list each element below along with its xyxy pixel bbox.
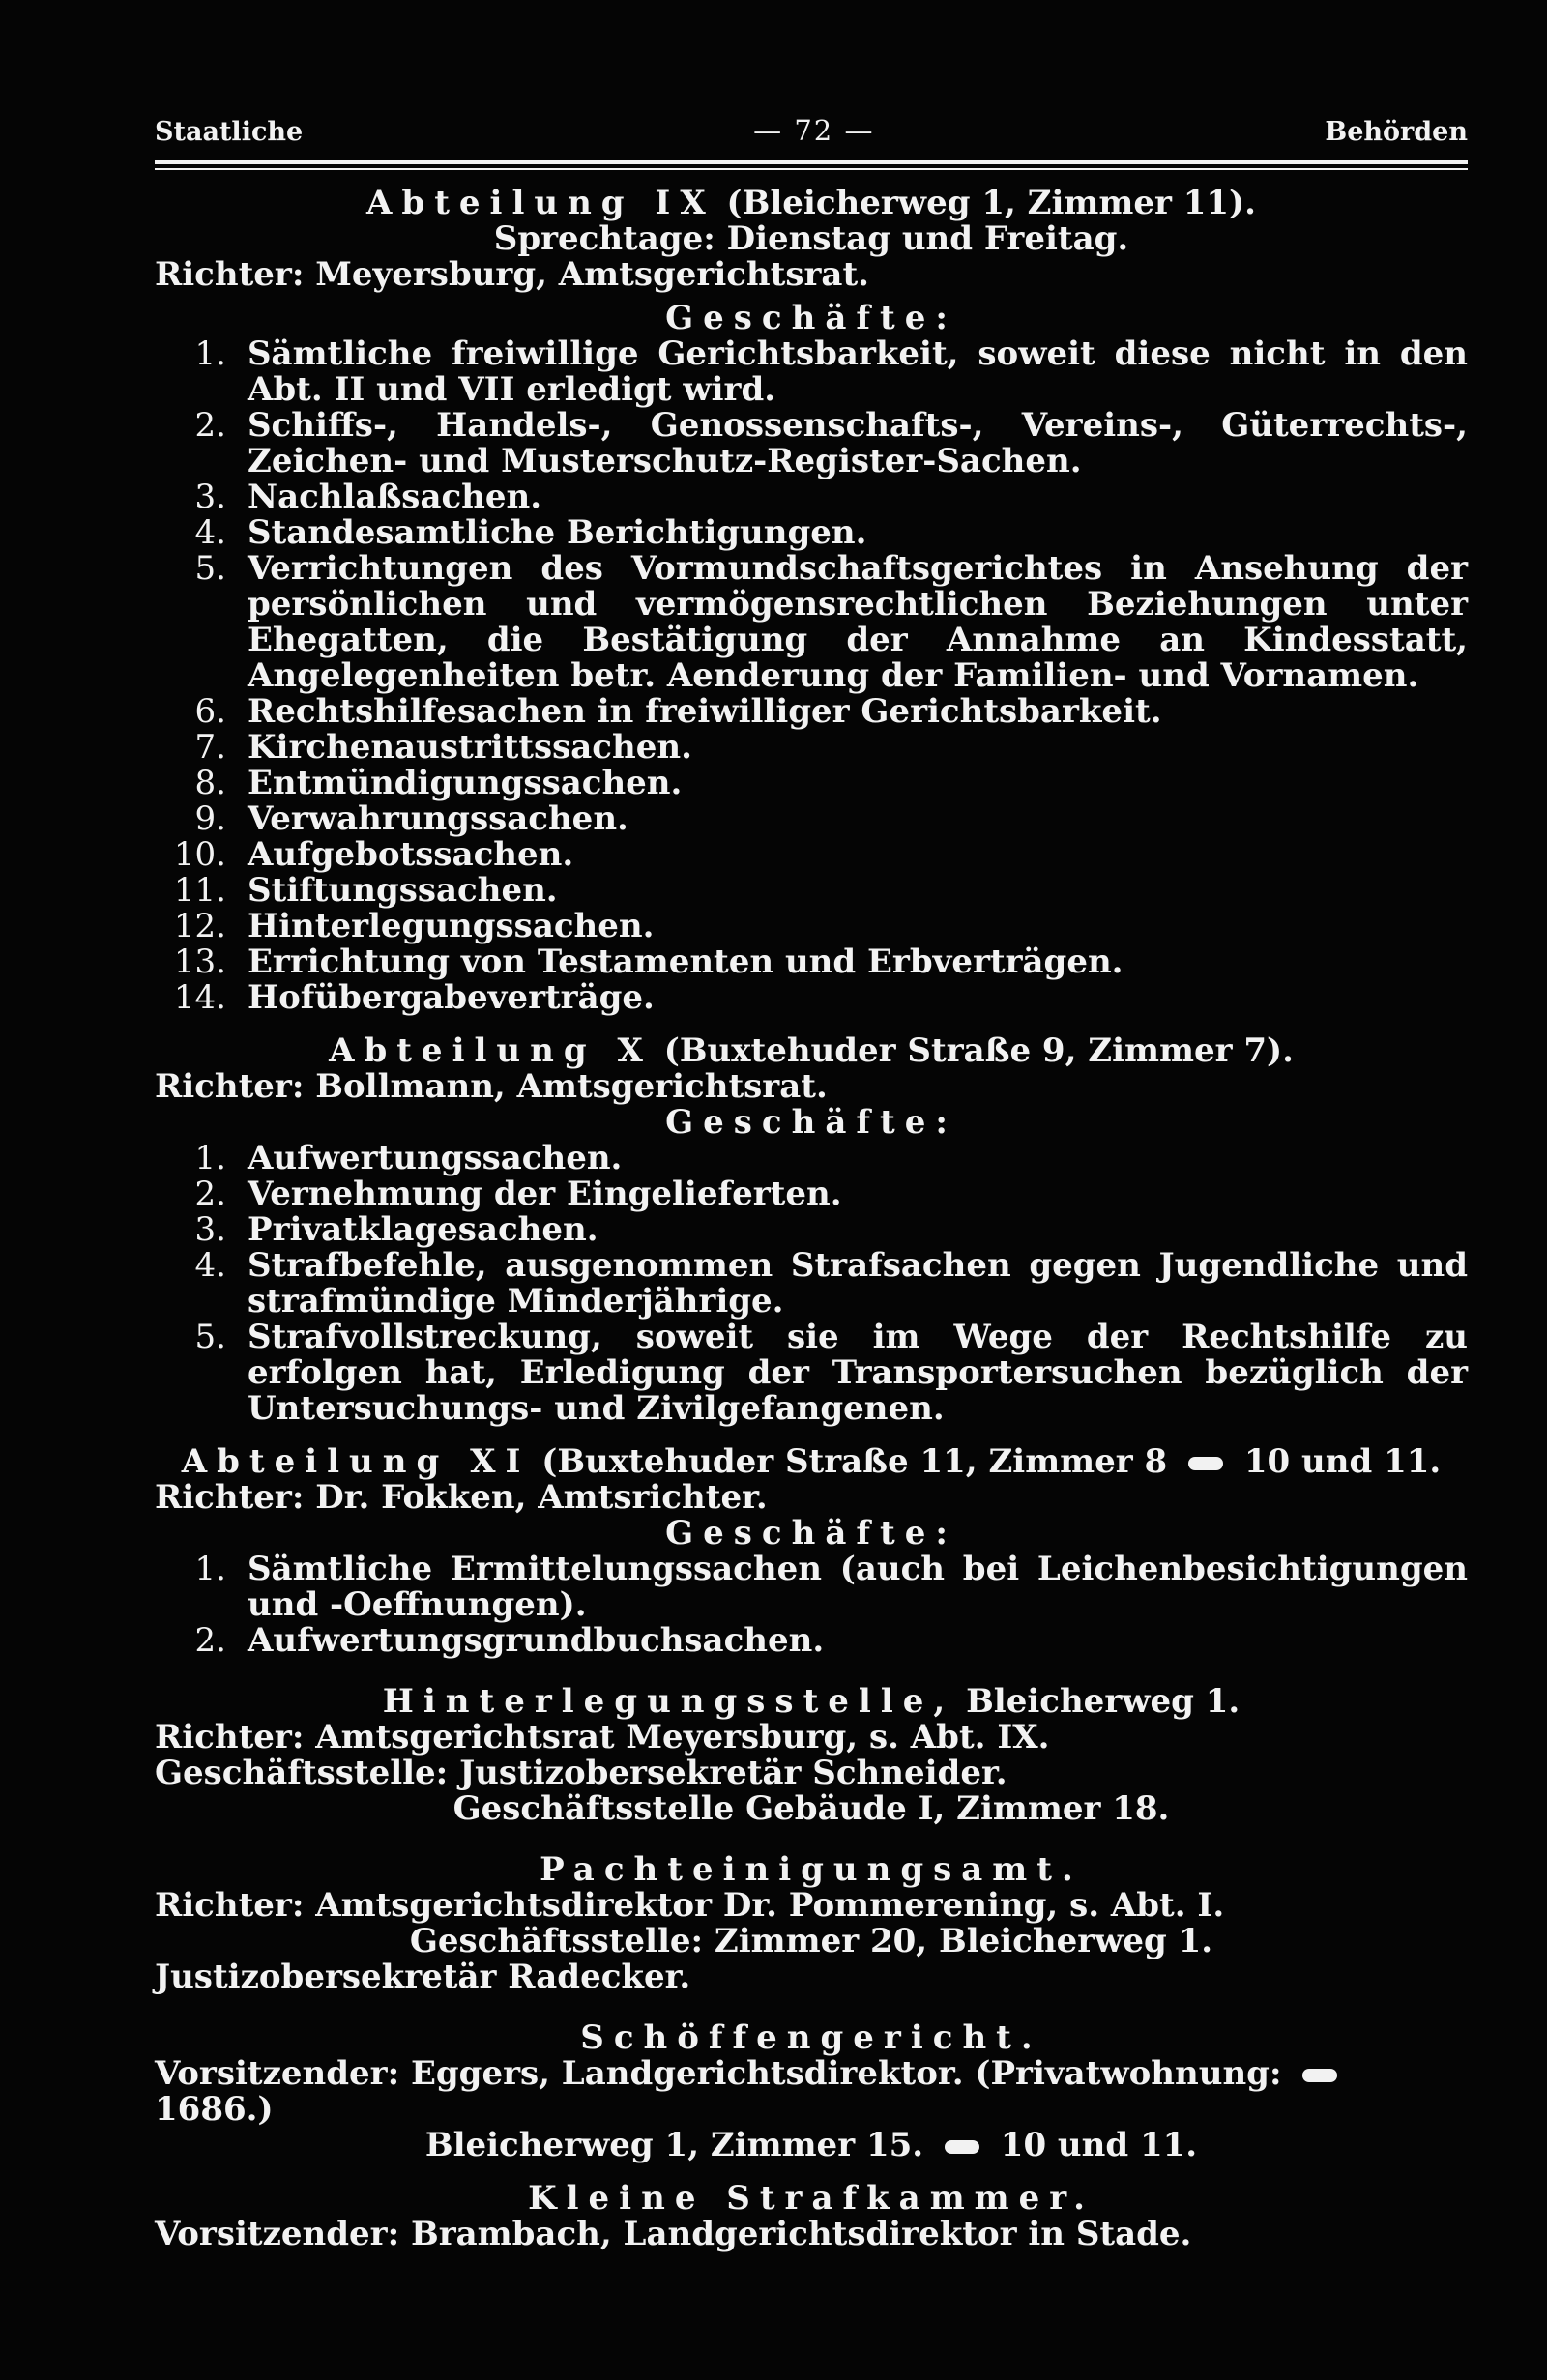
abt11-judge: Richter: Dr. Fokken, Amtsrichter. <box>155 1478 768 1517</box>
item-text: Vernehmung der Eingelieferten. <box>248 1175 842 1213</box>
abt10-judge: Richter: Bollmann, Amtsgerichtsrat. <box>155 1067 828 1106</box>
abt11-title <box>155 1444 1468 1480</box>
hinterlegung-title-address: Bleicherweg 1. <box>966 1682 1241 1721</box>
list-item <box>155 1320 1468 1427</box>
list-item <box>155 909 1468 944</box>
hinterlegung-office: Geschäftsstelle: Justizobersekretär Schneider. <box>155 1754 1007 1792</box>
item-text: Verrichtungen des Vormundschaftsgerichtes in Ansehung der persönlichen und vermögensrechtlichen Beziehungen unter Ehegatten, die Bestätigung der Annahme an Kindesstatt, Angelegenheiten betr. Aenderung der Familien- und Vornamen. <box>248 549 1468 695</box>
list-item <box>155 873 1468 909</box>
item-text: Verwahrungssachen. <box>248 799 628 838</box>
telephone-icon <box>1302 2069 1337 2082</box>
list-item <box>155 336 1468 408</box>
item-text: Aufgebotssachen. <box>248 835 574 874</box>
abt10-title <box>155 1033 1468 1069</box>
item-number: 8. <box>194 764 226 802</box>
list-item <box>155 980 1468 1016</box>
list-item <box>155 944 1468 980</box>
item-number: 5. <box>194 1318 226 1356</box>
abt10-items <box>155 1141 1468 1427</box>
item-number: 3. <box>194 1210 226 1249</box>
item-text: Hofübergabeverträge. <box>248 978 655 1017</box>
pachteinigung-judge: Richter: Amtsgerichtsdirektor Dr. Pommerening, s. Abt. I. <box>155 1886 1225 1925</box>
schoeffen-chair <box>155 2056 1468 2128</box>
item-number: 4. <box>194 1246 226 1285</box>
telephone-icon <box>945 2140 979 2154</box>
item-number: 14. <box>173 978 226 1017</box>
pachteinigung-office: Geschäftsstelle: Zimmer 20, Bleicherweg 1. <box>409 1922 1213 1960</box>
header-right: Behörden <box>1325 117 1468 147</box>
item-number: 5. <box>194 549 226 588</box>
item-text: Sämtliche freiwillige Gerichtsbarkeit, soweit diese nicht in den Abt. II und VII erledigt wird. <box>248 334 1468 409</box>
strafkammer-chair: Vorsitzender: Brambach, Landgerichtsdirektor in Stade. <box>155 2215 1192 2253</box>
abt11-title-phone: 10 und 11. <box>1243 1442 1442 1481</box>
list-item <box>155 694 1468 730</box>
item-text: Nachlaßsachen. <box>248 478 542 516</box>
item-text: Strafbefehle, ausgenommen Strafsachen gegen Jugendliche und strafmündige Minderjährige. <box>248 1246 1468 1321</box>
hinterlegung-judge: Richter: Amtsgerichtsrat Meyersburg, s. Abt. IX. <box>155 1718 1050 1756</box>
schoeffen-chair-phone: 1686.) <box>155 2090 274 2129</box>
list-item <box>155 1623 1468 1659</box>
list-item <box>155 1212 1468 1248</box>
abt9-title <box>155 186 1468 221</box>
list-item <box>155 766 1468 801</box>
schoeffen-room <box>155 2128 1468 2163</box>
strafkammer-title: Kleine Strafkammer. <box>528 2179 1095 2218</box>
item-number: 1. <box>194 1139 226 1177</box>
schoeffen-room-text: Bleicherweg 1, Zimmer 15. <box>424 2126 924 2164</box>
item-text: Errichtung von Testamenten und Erbverträgen. <box>248 943 1124 981</box>
list-item <box>155 515 1468 551</box>
item-number: 9. <box>194 799 226 838</box>
abt10-title-address: (Buxtehuder Straße 9, Zimmer 7). <box>663 1031 1294 1070</box>
item-number: 7. <box>194 728 226 767</box>
abt11-title-address: (Buxtehuder Straße 11, Zimmer 8 <box>541 1442 1168 1481</box>
header-rule <box>155 160 1468 168</box>
item-number: 1. <box>194 1550 226 1588</box>
item-number: 10. <box>173 835 226 874</box>
hinterlegung-location: Geschäftsstelle Gebäude I, Zimmer 18. <box>452 1789 1170 1828</box>
list-item <box>155 801 1468 837</box>
item-text: Schiffs-, Handels-, Genossenschafts-, Vereins-, Güterrechts-, Zeichen- und Musterschutz-Register-Sachen. <box>248 406 1468 480</box>
header-left: Staatliche <box>155 117 304 147</box>
item-text: Standesamtliche Berichtigungen. <box>248 513 867 552</box>
item-number: 6. <box>194 692 226 731</box>
item-number: 3. <box>194 478 226 516</box>
item-text: Hinterlegungssachen. <box>248 907 655 945</box>
telephone-icon <box>1188 1457 1223 1470</box>
hinterlegung-title-name: Hinterlegungsstelle, <box>382 1682 955 1721</box>
item-text: Privatklagesachen. <box>248 1210 598 1249</box>
item-text: Aufwertungssachen. <box>248 1139 623 1177</box>
item-text: Sämtliche Ermittelungssachen (auch bei Leichenbesichtigungen und -Oeffnungen). <box>248 1550 1468 1624</box>
schoeffen-title: Schöffengericht. <box>580 2018 1042 2057</box>
item-text: Strafvollstreckung, soweit sie im Wege der Rechtshilfe zu erfolgen hat, Erledigung der Transportersuchen bezüglich der Untersuchungs- und Zivilgefangenen. <box>248 1318 1468 1428</box>
abt11-heading: Geschäfte: <box>665 1514 957 1553</box>
abt11-title-name: Abteilung XI <box>181 1442 531 1481</box>
list-item <box>155 1176 1468 1212</box>
list-item <box>155 479 1468 515</box>
list-item <box>155 837 1468 873</box>
hinterlegung-title <box>155 1684 1468 1720</box>
item-number: 12. <box>173 907 226 945</box>
item-number: 2. <box>194 1175 226 1213</box>
pachteinigung-clerk: Justizobersekretär Radecker. <box>155 1958 691 1996</box>
list-item <box>155 408 1468 479</box>
running-head <box>155 114 1468 147</box>
abt9-hours: Sprechtage: Dienstag und Freitag. <box>493 219 1129 258</box>
list-item <box>155 730 1468 766</box>
abt9-heading: Geschäfte: <box>665 299 957 337</box>
item-text: Aufwertungsgrundbuchsachen. <box>248 1621 825 1660</box>
abt11-items <box>155 1552 1468 1659</box>
item-number: 2. <box>194 406 226 445</box>
abt9-items <box>155 336 1468 1016</box>
item-number: 11. <box>173 871 226 910</box>
pachteinigung-title: Pachteinigungsamt. <box>540 1850 1083 1889</box>
list-item <box>155 1248 1468 1320</box>
abt9-title-address: (Bleicherweg 1, Zimmer 11). <box>726 184 1256 222</box>
item-text: Stiftungssachen. <box>248 871 558 910</box>
abt10-heading: Geschäfte: <box>665 1103 957 1142</box>
item-number: 1. <box>194 334 226 373</box>
abt9-title-name: Abteilung IX <box>366 184 715 222</box>
list-item <box>155 1141 1468 1176</box>
schoeffen-room-phone: 10 und 11. <box>1000 2126 1198 2164</box>
item-number: 13. <box>173 943 226 981</box>
list-item <box>155 551 1468 694</box>
schoeffen-chair-text: Vorsitzender: Eggers, Landgerichtsdirektor. (Privatwohnung: <box>155 2054 1282 2093</box>
item-number: 4. <box>194 513 226 552</box>
item-text: Entmündigungssachen. <box>248 764 683 802</box>
page-number: — 72 — <box>753 114 875 147</box>
abt10-title-name: Abteilung X <box>329 1031 653 1070</box>
abt9-judge: Richter: Meyersburg, Amtsgerichtsrat. <box>155 255 869 294</box>
item-number: 2. <box>194 1621 226 1660</box>
list-item <box>155 1552 1468 1623</box>
item-text: Kirchenaustrittssachen. <box>248 728 692 767</box>
item-text: Rechtshilfesachen in freiwilliger Gerichtsbarkeit. <box>248 692 1162 731</box>
